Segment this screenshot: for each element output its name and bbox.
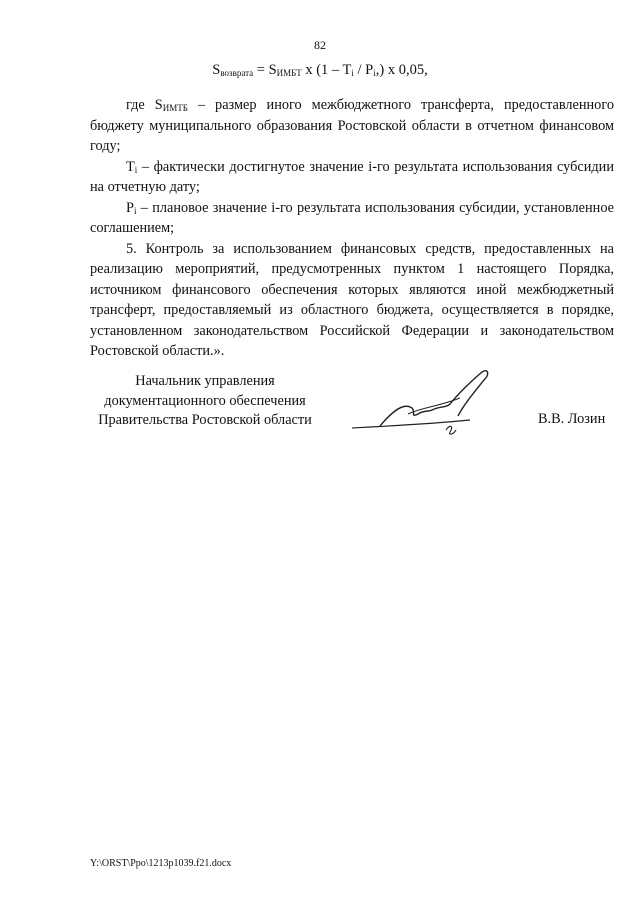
signer-name: В.В. Лозин xyxy=(538,411,606,427)
signatory-line-3: Правительства Ростовской области xyxy=(98,412,312,428)
formula-tail-c: ,) x 0,05, xyxy=(375,62,428,78)
formula-s2-subscript: ИМБТ xyxy=(276,68,302,78)
handwritten-signature xyxy=(350,368,510,443)
p3-rest: – плановое значение i-го результата использования субсидии, установленное соглашением; xyxy=(90,199,614,236)
p3-start: P xyxy=(126,199,134,216)
paragraph-control: 5. Контроль за использованием финансовых средств, предоставленных на реализацию мероприятий, предусмотренных пунктом 1 настоящего Порядка, источником финансового обеспечения которых являются иной межбюджетный трансферт, предоставляемый из областного бюджета, осуществляется в порядке, установленном законодательством Российской Федерации и законодательством Ростовской области.». xyxy=(90,240,614,359)
p1-subscript: ИМТБ xyxy=(162,103,188,113)
formula-s1-subscript: возврата xyxy=(220,68,254,78)
paragraph-t-i xyxy=(90,157,614,198)
body-text xyxy=(90,95,614,362)
signatory-line-2: документационного обеспечения xyxy=(104,392,306,409)
signatory-title xyxy=(90,372,320,431)
p1-start: где S xyxy=(126,97,163,113)
page-number: 82 xyxy=(314,38,326,52)
p2-rest: – фактически достигнутое значение i-го результата использования субсидии на отчетную дату; xyxy=(90,158,614,195)
formula-tail-a: x (1 – T xyxy=(301,62,352,78)
formula-s1: S xyxy=(212,62,221,78)
paragraph-p-i xyxy=(90,198,614,239)
p2-subscript: i xyxy=(134,164,138,175)
p3-subscript: i xyxy=(133,205,137,216)
formula-s2: S xyxy=(268,62,277,78)
p2-start: T xyxy=(126,158,135,175)
formula-i-subscript-b: i xyxy=(373,68,376,78)
formula-i-subscript-a: i xyxy=(351,68,354,78)
file-path-footer: Y:\ORST\Ppo\1213p1039.f21.docx xyxy=(90,858,232,869)
formula-tail-b: / P xyxy=(353,62,374,78)
paragraph-s-imtb xyxy=(90,95,614,157)
refund-formula xyxy=(0,62,640,79)
signatory-line-1: Начальник управления xyxy=(135,373,275,389)
p1-rest: – размер иного межбюджетного трансферта, предоставленного бюджету муниципального образования Ростовской области в отчетном финансовом году; xyxy=(90,97,614,154)
formula-equals: = xyxy=(253,62,269,78)
